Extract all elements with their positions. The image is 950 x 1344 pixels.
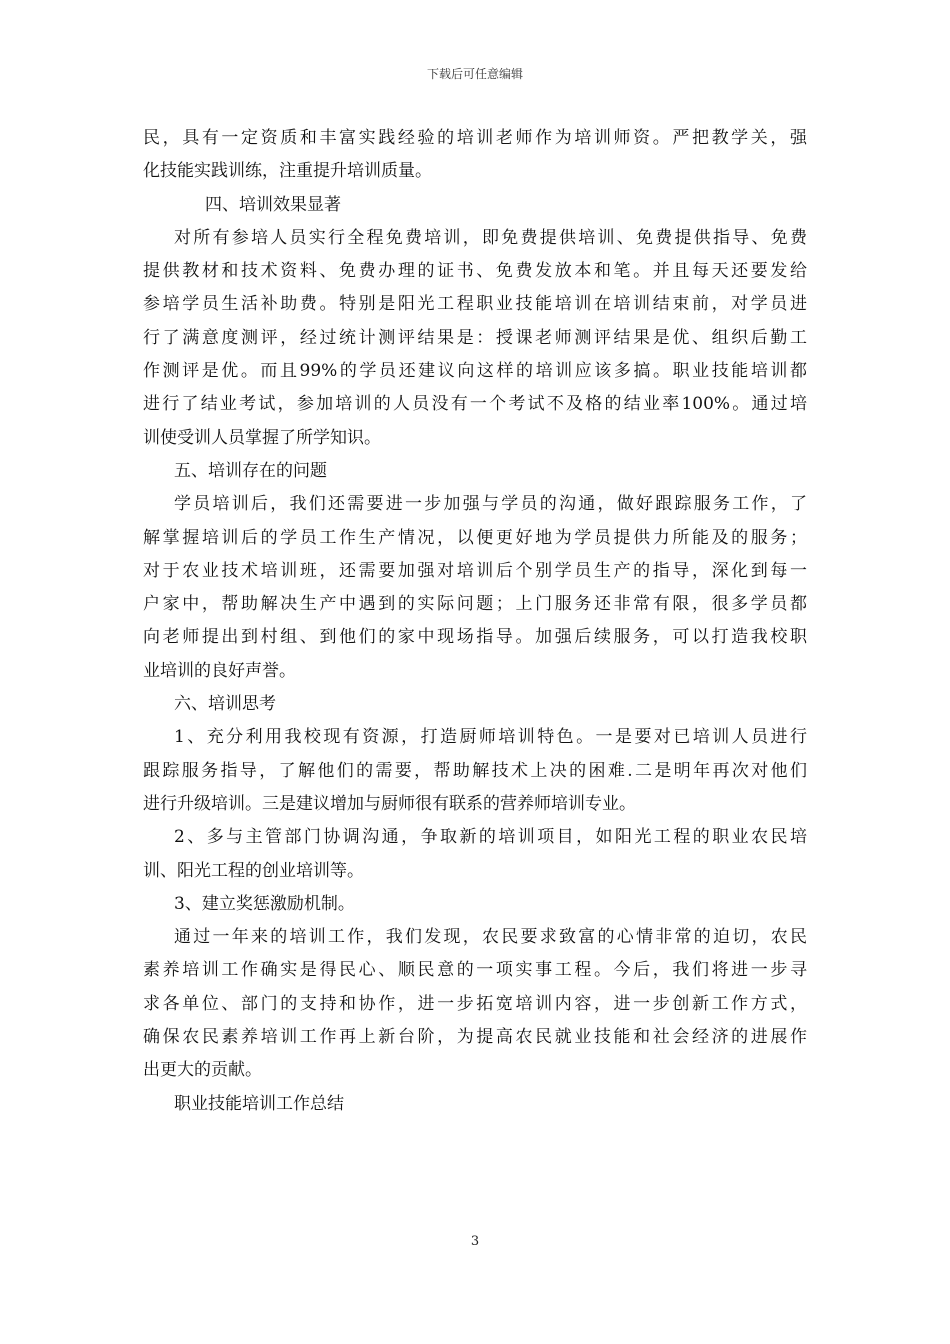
page-number: 3 <box>470 1234 480 1249</box>
text-line: 户家中，帮助解决生产中遇到的实际问题；上门服务还非常有限，很多学员都 <box>143 594 807 615</box>
text-line: 对于农业技术培训班，还需要加强对培训后个别学员生产的指导，深化到每一 <box>143 560 807 581</box>
text-line: 训使受训人员掌握了所学知识。 <box>143 427 381 448</box>
page-header: 下载后可任意编辑 <box>426 67 523 81</box>
text-line: 确保农民素养培训工作再上新台阶，为提高农民就业技能和社会经济的进展作 <box>143 1027 807 1048</box>
text-line: 求各单位、部门的支持和协作，进一步拓宽培训内容，进一步创新工作方式， <box>143 993 807 1014</box>
text-line: 对所有参培人员实行全程免费培训，即免费提供培训、免费提供指导、免费 <box>174 227 807 248</box>
section-heading: 五、培训存在的问题 <box>174 460 327 481</box>
section-heading: 职业技能培训工作总结 <box>174 1093 344 1114</box>
text-line: 提供教材和技术资料、免费办理的证书、免费发放本和笔。并且每天还要发给 <box>143 261 807 282</box>
text-line: 作测评是优。而且99%的学员还建议向这样的培训应该多搞。职业技能培训都 <box>143 361 807 382</box>
text-line: 民，具有一定资质和丰富实践经验的培训老师作为培训师资。严把教学关，强 <box>143 128 807 148</box>
text-line: 进行了结业考试，参加培训的人员没有一个考试不及格的结业率100%。通过培 <box>143 394 807 415</box>
section-heading: 四、培训效果显著 <box>205 194 341 215</box>
text-line: 通过一年来的培训工作，我们发现，农民要求致富的心情非常的迫切，农民 <box>174 927 807 948</box>
text-line: 行了满意度测评，经过统计测评结果是：授课老师测评结果是优、组织后勤工 <box>143 327 807 348</box>
text-line: 学员培训后，我们还需要进一步加强与学员的沟通，做好跟踪服务工作，了 <box>174 494 807 515</box>
text-line: 训、阳光工程的创业培训等。 <box>143 860 364 881</box>
document-body <box>143 122 807 1121</box>
text-line: 素养培训工作确实是得民心、顺民意的一项实事工程。今后，我们将进一步寻 <box>143 960 807 981</box>
text-line: 解掌握培训后的学员工作生产情况，以便更好地为学员提供力所能及的服务； <box>143 527 807 548</box>
text-line: 参培学员生活补助费。特别是阳光工程职业技能培训在培训结束前，对学员进 <box>143 294 807 315</box>
text-line: 出更大的贡献。 <box>143 1060 262 1081</box>
text-line: 进行升级培训。三是建议增加与厨师很有联系的营养师培训专业。 <box>143 793 636 814</box>
text-line: 向老师提出到村组、到他们的家中现场指导。加强后续服务，可以打造我校职 <box>143 627 807 648</box>
text-line: 1、充分利用我校现有资源，打造厨师培训特色。一是要对已培训人员进行 <box>174 727 807 748</box>
text-line: 3、建立奖惩激励机制。 <box>174 893 355 914</box>
text-line: 业培训的良好声誉。 <box>143 660 296 681</box>
section-heading: 六、培训思考 <box>174 694 276 715</box>
text-line: 化技能实践训练，注重提升培训质量。 <box>143 161 432 182</box>
text-line: 跟踪服务指导，了解他们的需要，帮助解技术上决的困难.二是明年再次对他们 <box>143 760 807 781</box>
text-line: 2、多与主管部门协调沟通，争取新的培训项目，如阳光工程的职业农民培 <box>174 827 807 848</box>
